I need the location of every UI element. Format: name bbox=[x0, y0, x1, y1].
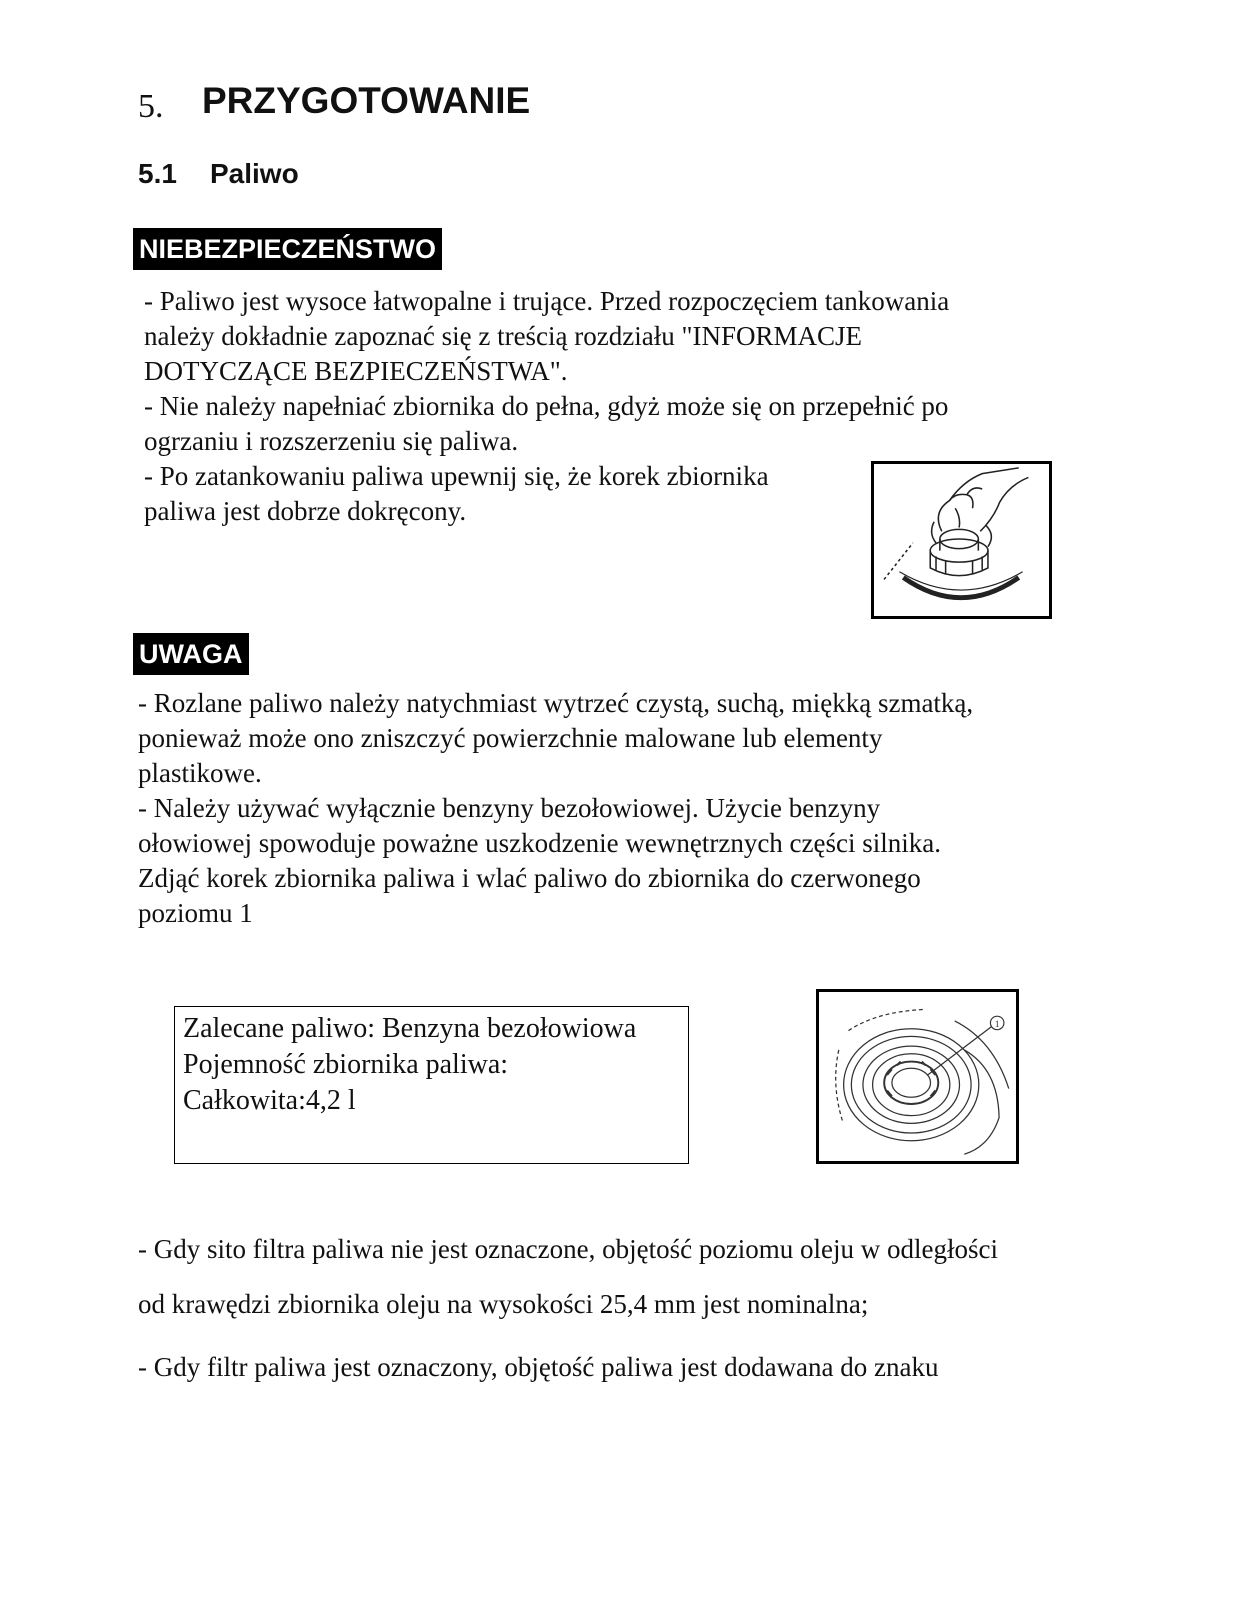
fuel-cap-tightening-illustration bbox=[871, 461, 1052, 619]
spec-line: Pojemność zbiornika paliwa: bbox=[183, 1049, 509, 1080]
warning-line: ponieważ może ono zniszczyć powierzchnie malowane lub elementy bbox=[138, 723, 883, 753]
warning-line: - Należy używać wyłącznie benzyny bezołowiowej. Użycie benzyny bbox=[138, 793, 881, 823]
chapter-title: PRZYGOTOWANIE bbox=[202, 80, 531, 121]
warning-line: poziomu 1 bbox=[138, 898, 253, 928]
spec-line: Całkowita:4,2 l bbox=[183, 1085, 356, 1116]
danger-line: należy dokładnie zapoznać się z treścią rozdziału "INFORMACJE bbox=[144, 321, 863, 351]
bottom-line: - Gdy filtr paliwa jest oznaczony, objętość paliwa jest dodawana do znaku bbox=[138, 1352, 939, 1382]
section-heading bbox=[138, 158, 299, 190]
warning-text bbox=[138, 686, 973, 931]
chapter-number: 5. bbox=[138, 88, 164, 125]
fuel-filler-neck-illustration bbox=[816, 989, 1019, 1164]
bottom-line: - Gdy sito filtra paliwa nie jest oznaczone, objętość poziomu oleju w odległości bbox=[138, 1234, 999, 1264]
warning-line: plastikowe. bbox=[138, 758, 262, 788]
danger-text bbox=[144, 284, 949, 529]
danger-line: DOTYCZĄCE BEZPIECZEŃSTWA". bbox=[144, 356, 568, 386]
warning-line: Zdjąć korek zbiornika paliwa i wlać paliwo do zbiornika do czerwonego bbox=[138, 863, 921, 893]
danger-line: - Po zatankowaniu paliwa upewnij się, że korek zbiornika bbox=[144, 461, 769, 491]
section-number: 5.1 bbox=[138, 158, 177, 189]
bottom-line: od krawędzi zbiornika oleju na wysokości 25,4 mm jest nominalna; bbox=[138, 1289, 869, 1319]
svg-text:1: 1 bbox=[994, 1018, 1000, 1030]
danger-line: ogrzaniu i rozszerzeniu się paliwa. bbox=[144, 426, 519, 456]
danger-line: - Paliwo jest wysoce łatwopalne i trujące. Przed rozpoczęciem tankowania bbox=[144, 286, 950, 316]
danger-line: - Nie należy napełniać zbiornika do pełna, gdyż może się on przepełnić po bbox=[144, 391, 949, 421]
warning-label: UWAGA bbox=[133, 633, 249, 675]
section-title: Paliwo bbox=[210, 158, 299, 189]
danger-line: paliwa jest dobrze dokręcony. bbox=[144, 496, 467, 526]
warning-line: - Rozlane paliwo należy natychmiast wytrzeć czystą, suchą, miękką szmatką, bbox=[138, 688, 974, 718]
spec-line: Zalecane paliwo: Benzyna bezołowiowa bbox=[183, 1013, 637, 1044]
danger-label: NIEBEZPIECZEŃSTWO bbox=[133, 228, 442, 270]
fuel-spec-box bbox=[174, 1006, 689, 1164]
warning-line: ołowiowej spowoduje poważne uszkodzenie wewnętrznych części silnika. bbox=[138, 828, 941, 858]
